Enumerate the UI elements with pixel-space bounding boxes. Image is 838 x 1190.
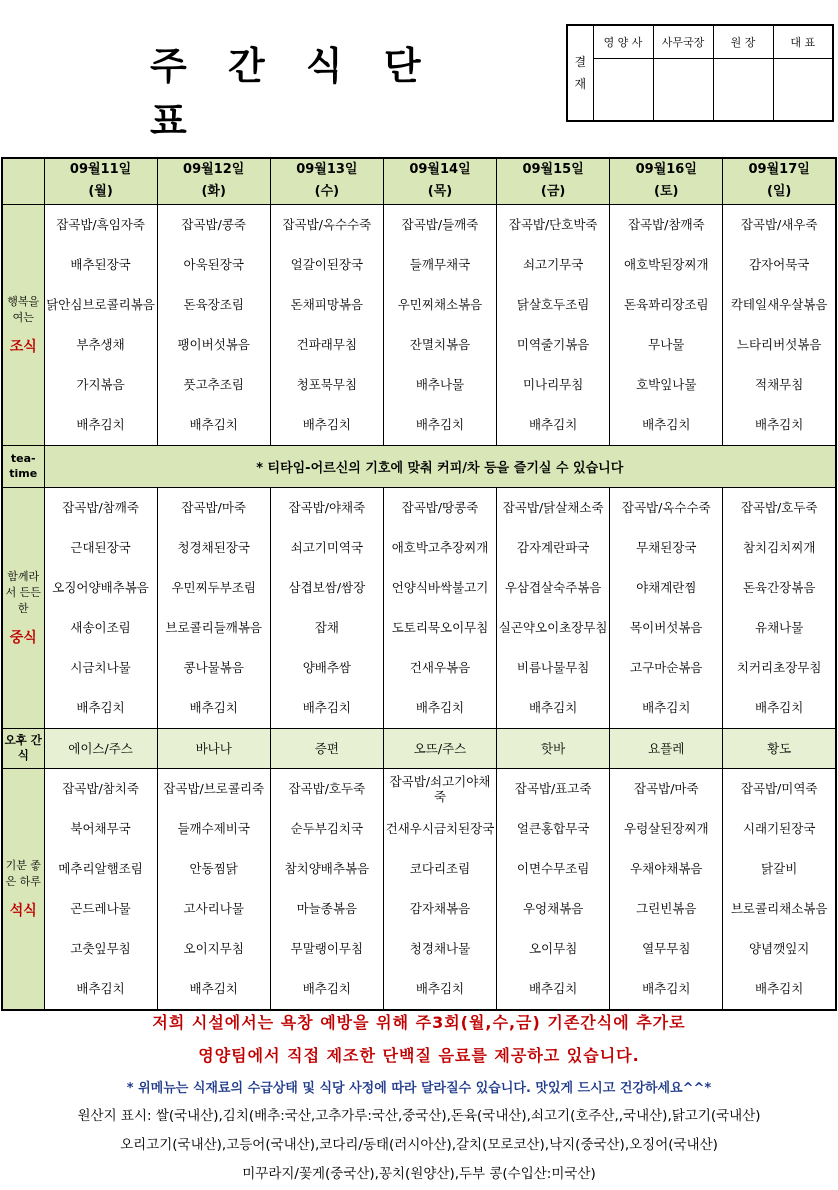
menu-item: 새송이조림 [70,620,131,635]
menu-item: 돈육간장볶음 [742,580,816,595]
menu-item: 치커리초장무침 [736,660,822,675]
menu-item: 잡곡밥/표고죽 [514,781,592,796]
menu-item: 애호박된장찌개 [624,257,709,272]
menu-item: 돈육꽈리장조림 [624,297,709,312]
menu-item: 참치김치찌개 [742,540,816,555]
menu-item: 배추김치 [189,981,238,996]
origin-line-2: 오리고기(국내산),고등어(국내산),코다리/동태(러시아산),갈치(모로코산),낙지(중국산),오징어(국내산) [120,1137,718,1153]
menu-item: 호박잎나물 [636,377,697,392]
menu-item: 건새우시금치된장국 [385,821,495,836]
menu-item: 청경채나물 [409,941,471,956]
menu-item: 감자어묵국 [748,257,810,272]
menu-item-list [497,769,609,1009]
menu-item: 배추김치 [76,417,125,432]
lunch-day-cell [157,487,270,728]
teatime-row [2,445,836,487]
menu-item: 언양식바싹불고기 [391,580,489,595]
menu-item-list [158,769,270,1009]
menu-item: 배추나물 [415,377,465,392]
menu-item: 잡곡밥/새우죽 [740,217,818,232]
menu-item: 아욱된장국 [183,257,244,272]
menu-item: 잡곡밥/참깨죽 [62,500,139,515]
menu-item: 배추김치 [189,700,238,715]
snack-item: 핫바 [497,728,610,768]
day-header [723,158,836,204]
day-date: 09월11일 [69,162,132,178]
dinner-day-cell [497,768,610,1010]
menu-item: 마늘종볶음 [296,901,358,916]
menu-item: 미나리무침 [522,377,584,392]
lunch-day-cell [44,487,157,728]
menu-item: 목이버섯볶음 [630,620,703,635]
menu-item: 건새우볶음 [409,660,471,675]
menu-item: 오이지무침 [183,941,244,956]
menu-item-list [384,205,496,445]
menu-item: 청포묵무침 [296,377,358,392]
breakfast-day-cell [723,204,836,445]
menu-item: 삼겹보쌈/쌈장 [288,580,366,595]
teatime-text: * 티타임-어르신의 기호에 맞춰 커피/차 등을 즐기실 수 있습니다 [44,445,836,487]
snack-item: 황도 [723,728,836,768]
menu-item: 우민찌채소볶음 [397,297,483,312]
menu-item-list [271,769,383,1009]
approval-label-text: 결재 [574,55,587,91]
menu-item: 우엉채볶음 [522,901,584,916]
menu-item: 잡곡밥/들깨죽 [401,217,479,232]
corner-cell [2,158,44,204]
menu-item: 배추김치 [528,981,578,996]
menu-item: 팽이버섯볶음 [177,337,250,352]
menu-item: 잡곡밥/쇠고기야채죽 [389,773,491,804]
approval-box [566,24,834,122]
menu-item: 브로콜리들깨볶음 [165,620,263,635]
menu-item: 잡곡밥/참깨죽 [627,217,705,232]
menu-item: 배추김치 [302,700,351,715]
menu-item: 미역줄기볶음 [516,337,590,352]
snack-row [2,728,836,768]
breakfast-label [2,204,44,445]
approval-role: 영 양 사 [593,25,653,58]
breakfast-day-cell [610,204,723,445]
menu-item: 근대된장국 [70,540,131,555]
menu-item: 잡곡밥/땅콩죽 [401,500,479,515]
menu-item: 애호박고추장찌개 [391,540,489,555]
menu-item: 고사리나물 [183,901,244,916]
menu-item-list [158,205,270,445]
menu-item: 닭살호두조림 [516,297,590,312]
menu-item: 잡곡밥/닭살채소죽 [502,500,604,515]
menu-item: 곤드레나물 [70,901,131,916]
menu-item: 배추김치 [642,981,691,996]
breakfast-day-cell [44,204,157,445]
dinner-day-cell [44,768,157,1010]
menu-item: 잡곡밥/호두죽 [740,500,818,515]
menu-item: 부추생채 [76,337,125,352]
day-date: 09월16일 [635,162,697,178]
menu-item: 오이무침 [528,941,578,956]
signature-slot[interactable] [713,58,773,121]
menu-item-list [610,205,722,445]
menu-item: 풋고추조림 [183,377,244,392]
menu-item: 유채나물 [755,620,804,635]
notice-line-1: 저희 시설에서는 욕창 예방을 위해 주3회(월,수,금) 기존간식에 추가로 [152,1013,686,1032]
menu-item-list [723,488,835,728]
menu-item: 이면수무조림 [516,861,590,876]
dinner-row [2,768,836,1010]
day-of-week: (목) [427,184,453,200]
menu-item: 잡곡밥/단호박죽 [508,217,598,232]
menu-item: 브로콜리채소볶음 [730,901,828,916]
menu-item: 잡곡밥/브로콜리죽 [163,781,265,796]
day-header [157,158,270,204]
breakfast-day-cell [157,204,270,445]
menu-item: 우삼겹살숙주볶음 [504,580,602,595]
day-date: 09월12일 [183,162,245,178]
approval-label [567,25,593,121]
menu-item: 참치양배추볶음 [284,861,370,876]
menu-item: 들깨수제비국 [177,821,250,836]
day-of-week: (화) [201,184,226,200]
day-of-week: (수) [314,184,340,200]
snack-item: 오뜨/주스 [383,728,496,768]
menu-item-list [723,769,835,1009]
breakfast-day-cell [383,204,496,445]
menu-item: 느타리버섯볶음 [736,337,822,352]
menu-item: 닭갈비 [761,861,798,876]
menu-item: 감자채볶음 [409,901,471,916]
menu-item: 북어채무국 [70,821,131,836]
menu-item: 잔멸치볶음 [409,337,471,352]
lunch-row [2,487,836,728]
dinner-label [2,768,44,1010]
menu-item-list [271,488,383,728]
menu-item: 쇠고기미역국 [290,540,364,555]
menu-item: 배추김치 [755,981,804,996]
menu-item: 배추김치 [755,700,804,715]
breakfast-meal-name: 조식 [9,339,37,355]
menu-item: 메추리알햄조림 [58,861,143,876]
menu-item-list [497,488,609,728]
weekly-menu-table [1,157,837,1011]
menu-item: 무말랭이무침 [290,941,364,956]
menu-item: 고구마순볶음 [630,660,703,675]
menu-item: 콩나물볶음 [183,660,244,675]
breakfast-row [2,204,836,445]
dinner-meal-name: 석식 [9,903,37,919]
signature-slot[interactable] [593,58,653,121]
menu-item: 무채된장국 [636,540,697,555]
menu-item: 들깨무채국 [409,257,471,272]
menu-item: 오징어양배추볶음 [52,580,149,595]
menu-item: 시래기된장국 [742,821,816,836]
menu-item: 얼큰홍합무국 [516,821,590,836]
menu-item: 배추김치 [415,417,465,432]
snack-item: 에이스/주스 [44,728,157,768]
menu-item: 안동찜닭 [189,861,238,876]
snack-item: 요플레 [610,728,723,768]
day-of-week: (일) [766,184,792,200]
menu-item: 잡곡밥/마죽 [181,500,246,515]
day-date: 09월14일 [409,162,471,178]
menu-item: 닭안심브로콜리볶음 [46,297,155,312]
menu-item: 양배추쌈 [302,660,351,675]
menu-item: 양념깻잎지 [748,941,810,956]
menu-item: 배추된장국 [70,257,131,272]
lunch-label [2,487,44,728]
snack-item: 증편 [270,728,383,768]
dinner-day-cell [610,768,723,1010]
menu-item: 칵테일새우살볶음 [730,297,828,312]
menu-item: 잡곡밥/참치죽 [62,781,139,796]
menu-item: 돈채피망볶음 [290,297,364,312]
breakfast-day-cell [497,204,610,445]
menu-item: 잡곡밥/옥수수죽 [621,500,711,515]
signature-slot[interactable] [773,58,833,121]
lunch-day-cell [270,487,383,728]
lunch-phrase: 함께라서 든든한 [5,570,41,615]
dinner-day-cell [723,768,836,1010]
menu-item: 열무무침 [642,941,691,956]
day-date: 09월15일 [522,162,584,178]
lunch-day-cell [497,487,610,728]
signature-slot[interactable] [653,58,713,121]
breakfast-phrase: 행복을 여는 [7,295,40,324]
menu-item: 배추김치 [642,700,691,715]
lunch-day-cell [383,487,496,728]
menu-item-list [723,205,835,445]
dinner-day-cell [157,768,270,1010]
menu-item-list [610,769,722,1009]
menu-item: 배추김치 [302,981,351,996]
menu-item: 건파래무침 [296,337,358,352]
dinner-day-cell [383,768,496,1010]
dinner-day-cell [270,768,383,1010]
day-header-row [2,158,836,204]
menu-item: 배추김치 [76,981,125,996]
approval-role: 사무국장 [653,25,713,58]
menu-item: 무나물 [648,337,685,352]
notice-line-2: 영양팀에서 직접 제조한 단백질 음료를 제공하고 있습니다. [198,1046,640,1065]
menu-item: 코다리조림 [409,861,471,876]
lunch-day-cell [610,487,723,728]
menu-item: 배추김치 [642,417,691,432]
menu-item-list [384,488,496,728]
lunch-meal-name: 중식 [9,630,37,646]
menu-item: 시금치나물 [70,660,131,675]
menu-item-list [497,205,609,445]
menu-item: 잡곡밥/미역죽 [740,781,818,796]
menu-item: 야채계란찜 [636,580,697,595]
menu-item: 돈육장조림 [183,297,244,312]
menu-item: 배추김치 [189,417,238,432]
menu-item: 배추김치 [415,700,465,715]
day-header [383,158,496,204]
day-of-week: (토) [654,184,679,200]
menu-item: 도토리묵오이무침 [391,620,489,635]
menu-item: 실곤약오이초장무침 [498,620,608,635]
menu-item: 배추김치 [755,417,804,432]
menu-item: 잡곡밥/마죽 [633,781,699,796]
menu-item-list [610,488,722,728]
origin-line-3: 미꾸라지/꽃게(중국산),꽁치(원양산),두부 콩(수입산:미국산) [242,1166,596,1182]
menu-item: 잡곡밥/옥수수죽 [282,217,372,232]
menu-item: 우렁살된장찌개 [624,821,709,836]
menu-item: 얼갈이된장국 [290,257,364,272]
menu-item: 비름나물무침 [516,660,590,675]
menu-item: 순두부김치국 [290,821,364,836]
menu-item: 감자계란파국 [516,540,590,555]
menu-item-list [45,205,157,445]
menu-item: 배추김치 [415,981,465,996]
menu-item-list [45,488,157,728]
menu-item: 청경채된장국 [177,540,250,555]
menu-item: 그린빈볶음 [636,901,697,916]
day-header [497,158,610,204]
menu-item: 잡곡밥/야채죽 [288,500,366,515]
day-header [610,158,723,204]
menu-item: 잡곡밥/호두죽 [288,781,366,796]
menu-item: 고춧잎무침 [70,941,131,956]
teatime-label: tea-time [2,445,44,487]
menu-item-list [158,488,270,728]
origin-line-1: 원산지 표시: 쌀(국내산),김치(배추:국산,고추가루:국산,중국산),돈육(국내산),쇠고기(호주산,,국내산),닭고기(국내산) [77,1108,761,1124]
day-header [270,158,383,204]
breakfast-day-cell [270,204,383,445]
dinner-phrase: 기분 좋은 하루 [5,859,41,888]
snack-item: 바나나 [157,728,270,768]
day-of-week: (금) [540,184,566,200]
day-of-week: (월) [88,184,113,200]
menu-item: 적채무침 [755,377,804,392]
approval-role: 원 장 [713,25,773,58]
menu-item: 배추김치 [528,700,578,715]
menu-item: 잡곡밥/콩죽 [181,217,246,232]
menu-change-note: * 위메뉴는 식재료의 수급상태 및 식당 사정에 따라 달라질수 있습니다. 맛있게 드시고 건강하세요^^* [126,1081,712,1096]
menu-item: 배추김치 [302,417,351,432]
menu-item-list [45,769,157,1009]
menu-item: 우채야채볶음 [630,861,703,876]
menu-item: 쇠고기무국 [522,257,584,272]
day-header [44,158,157,204]
menu-item: 우민찌두부조림 [171,580,256,595]
menu-item: 가지볶음 [76,377,125,392]
snack-label: 오후 간식 [2,728,44,768]
day-date: 09월13일 [296,162,358,178]
menu-item-list [384,769,496,1009]
menu-item: 배추김치 [528,417,578,432]
lunch-day-cell [723,487,836,728]
day-date: 09월17일 [748,162,810,178]
page-title: 주 간 식 단 표 [150,44,435,143]
approval-role: 대 표 [773,25,833,58]
menu-item: 잡곡밥/흑임자죽 [56,217,145,232]
menu-item: 배추김치 [76,700,125,715]
menu-item: 잡채 [314,620,339,635]
menu-item-list [271,205,383,445]
